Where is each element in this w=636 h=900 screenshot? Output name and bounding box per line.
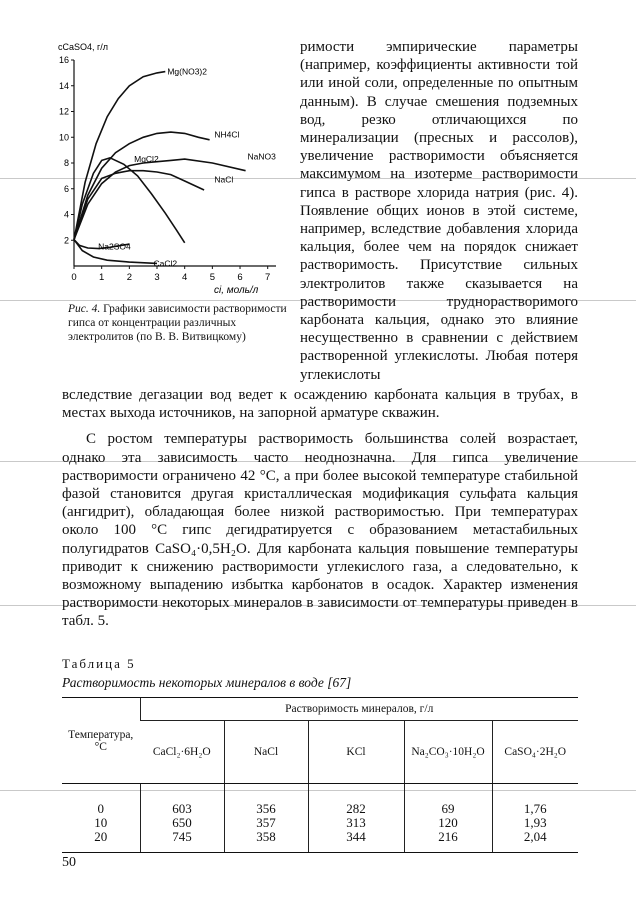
series-label: NaNO3 [247,151,276,162]
x-tick-label: 6 [237,272,243,283]
y-tick-label: 12 [58,106,69,117]
x-tick-label: 3 [154,272,160,283]
figure-label: Рис. 4. [68,303,101,315]
y-tick-label: 16 [58,55,69,65]
series-label: NH4Cl [214,129,240,140]
table-cell: 10 [94,815,108,830]
table-cell: 603 [140,784,224,817]
y-tick-label: 2 [63,235,69,246]
table-cell: 1,93 [492,816,578,830]
y-tick-label: 10 [58,132,69,143]
header-solubility-group: Растворимость минералов, г/л [140,698,578,721]
x-tick-label: 1 [99,272,105,283]
figure-caption-text: Графики зависимости растворимости гипса от концентрации различных электролитов (по В. В. Витвицкому) [68,303,287,343]
table-row [62,830,578,853]
x-tick-label: 0 [71,272,77,283]
y-tick-label: 8 [63,158,69,168]
table-cell: 282 [308,784,404,817]
paragraph: С ростом температуры растворимость большинства солей возрастает, однако эта зависимость часто неоднозначна. Для гипса увеличение растворимости ограничено 42 °С, а при более высокой температуре стабильной фазой становится другая кристаллическая модификация сульфата кальция (ангидрит), обладающая более низкой растворимостью. При температурах около 100 °С гипс дегидратируется с образованием метастабильных полугидратов CaSO₄·0,5H₂O. Для карбоната кальция повышение температуры приводит к снижению растворимости углекислого газа, а следовательно, к возможному выпадению избытка карбонатов в осадок. Характер изменения растворимости некоторых минералов в зависимости от температуры приведен в табл. 5. [62,431,578,630]
table-cell: 745 [140,830,224,853]
column-header: CaSO₄·2H₂O [492,721,578,784]
series-label: NaCl [214,174,234,185]
main-text [62,386,578,631]
paragraph: вследствие дегазации вод ведет к осаждению карбоната кальция в трубах, в местах выхода источников, на запорной арматуре скважин. [62,387,578,422]
figure-caption [68,302,294,344]
column-header: Na₂CO₃·10H₂O [404,721,492,784]
column-header: CaCl₂·6H₂O [140,721,224,784]
y-tick-label: 6 [63,183,69,194]
table-row [62,784,578,817]
table-row [62,816,578,830]
table-cell: 356 [224,784,308,817]
table-cell: 313 [308,816,404,830]
series-label: MgCl2 [134,154,159,165]
y-axis-label: cCaSO4, г/л [58,42,109,52]
table-cell: 0 [97,801,104,816]
column-header: KCl [308,721,404,784]
header-temperature: Температура, °С [62,698,140,784]
table-cell: 120 [404,816,492,830]
x-tick-label: 5 [209,272,216,283]
table-cell: 20 [62,830,140,853]
y-tick-label: 14 [58,80,69,91]
paragraph: римости эмпирические параметры (например, коэффициенты активности той или иной соли, определенные по опытным данным). В случае смешения подземных вод, резко отличающихся по минерализации (пресных и рассолов), увеличение растворимости объясняется максимумом на изотерме растворимости гипса в растворе хлорида натрия (рис. 4). Появление общих ионов в этой системе, например, вследствие добавления хлорида кальция, более чем на порядок снижает растворимость. Присутствие сильных электролитов также сказывается на растворимости труднорастворимого карбоната кальция, однако это влияние несущественно в сравнении с действием растворенной углекислоты. Любая потеря углекислоты [300,39,578,383]
right-column-text [300,38,578,384]
table-cell: 358 [224,830,308,853]
table-title: Растворимость некоторых минералов в воде [67] [62,675,352,690]
table-cell: 357 [224,816,308,830]
table-cell: 2,04 [492,830,578,853]
x-tick-label: 7 [265,272,271,283]
y-tick-label: 4 [63,209,69,220]
series-label: CaCl2 [153,258,178,269]
solubility-table [62,697,578,853]
series-label: Mg(NO3)2 [167,66,208,77]
x-tick-label: 2 [126,272,132,283]
table-cell: 69 [404,784,492,817]
series-label: Na2SO4 [98,241,131,252]
solubility-chart [58,40,290,304]
x-axis-label: ci, моль/л [214,285,259,296]
column-header: NaCl [224,721,308,784]
table-cell: 1,76 [492,784,578,817]
series-line [74,171,204,240]
table-cell: 344 [308,830,404,853]
table-cell: 216 [404,830,492,853]
page-number: 50 [62,855,76,870]
table-label: Таблица 5 [62,656,136,671]
x-tick-label: 4 [182,272,188,283]
table-cell: 650 [140,816,224,830]
